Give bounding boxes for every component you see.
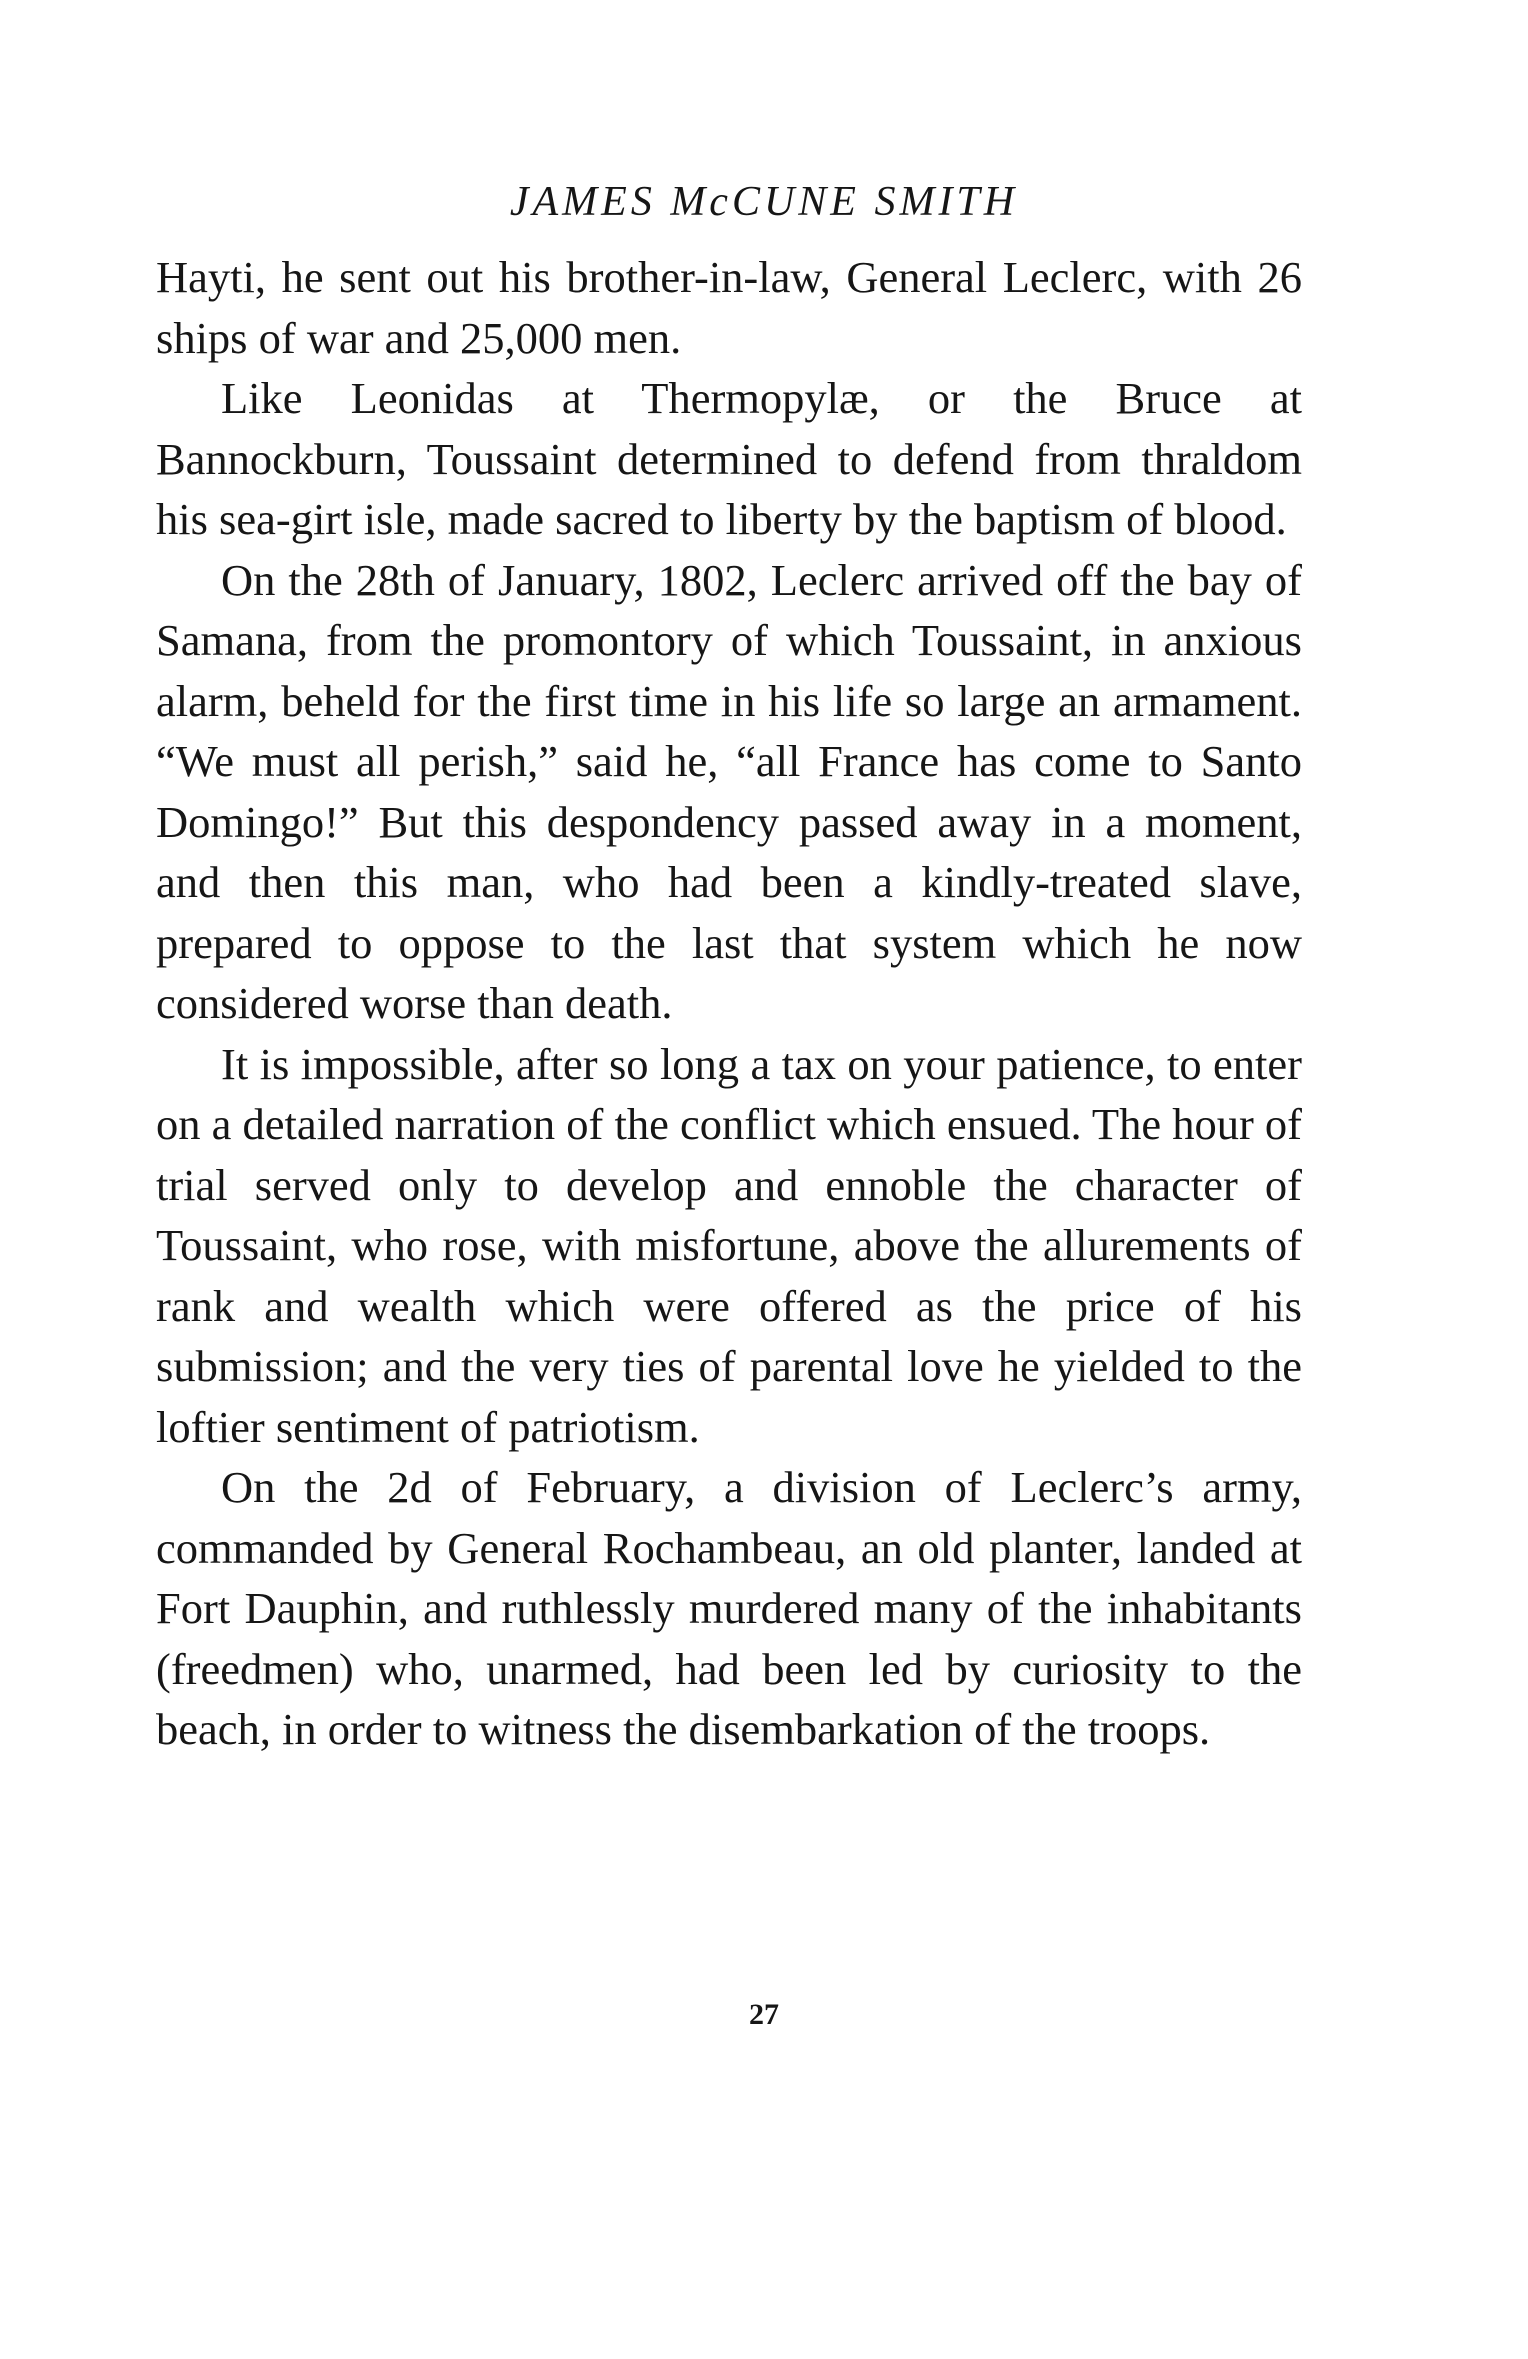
paragraph-4: It is impossible, after so long a tax on your patience, to enter on a detailed narration of the conflict which ensued. The hour of trial served only to develop and ennoble the character of Toussaint, who rose, with misfortune, above the allurements of rank and wealth which were offered as the price of his submission; and the very ties of parental love he yielded to the loftier sentiment of patriotism. bbox=[156, 1038, 1302, 1452]
paragraph-5: On the 2d of February, a division of Leclerc’s army, commanded by General Rochambeau, an old planter, landed at Fort Dauphin, and ruthlessly murdered many of the inhabitants (freedmen) who, unarmed, had been led by curiosity to the beach, in order to witness the disembarkation of the troops. bbox=[156, 1462, 1302, 1754]
running-head: JAMES McCUNE SMITH bbox=[509, 179, 1019, 225]
paragraph-2: Like Leonidas at Thermopylæ, or the Bruce at Bannockburn, Toussaint determined to defend from thraldom his sea-girt isle, made sacred to liberty by the baptism of blood. bbox=[156, 373, 1302, 544]
body-text bbox=[156, 247, 1302, 1760]
page-number: 27 bbox=[749, 1998, 779, 2031]
paragraph-1: Hayti, he sent out his brother-in-law, General Leclerc, with 26 ships of war and 25,000 men. bbox=[156, 252, 1302, 363]
paragraph-3: On the 28th of January, 1802, Leclerc arrived off the bay of Samana, from the promontory of which Toussaint, in anxious alarm, beheld for the first time in his life so large an armament. “We must all perish,” said he, “all France has come to Santo Domingo!” But this despondency passed away in a moment, and then this man, who had been a kindly-treated slave, prepared to oppose to the last that system which he now considered worse than death. bbox=[156, 554, 1302, 1028]
